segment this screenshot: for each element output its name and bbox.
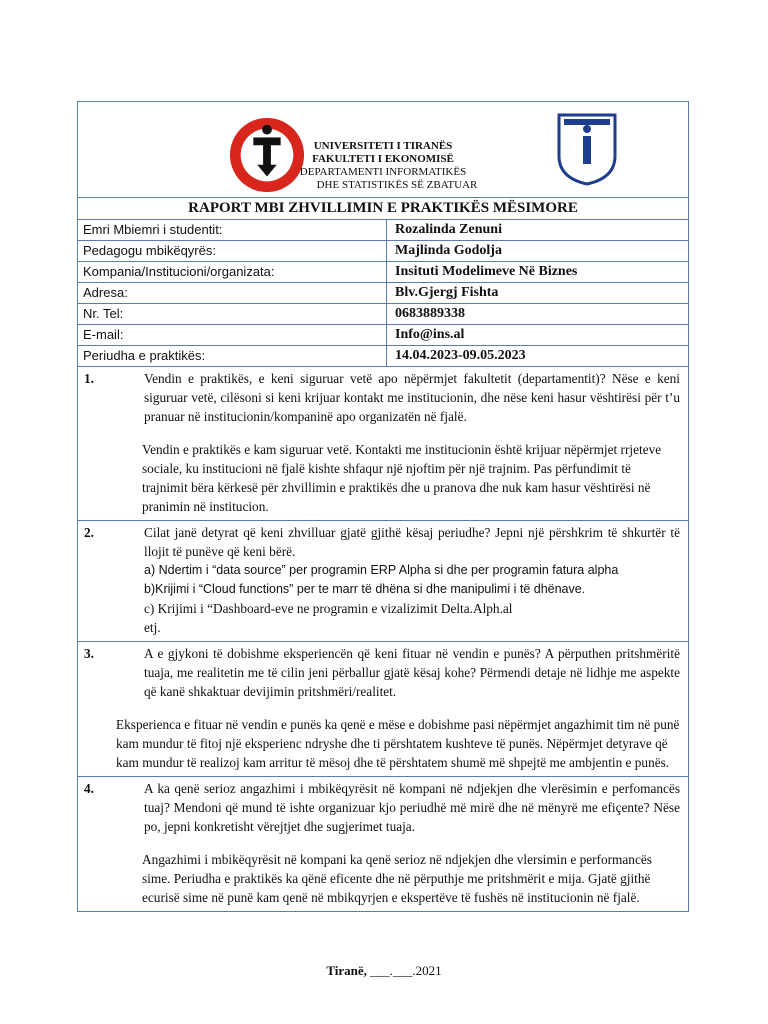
question-number: 1.	[84, 371, 94, 386]
department-line2: DHE STATISTIKËS SË ZBATUAR	[316, 179, 478, 191]
info-value: 14.04.2023-09.05.2023	[395, 348, 526, 363]
question-text: Cilat janë detyrat që keni zhvilluar gjatë gjithë kësaj periudhe? Jepni një përshkrim të shkurtër të llojit të punëve që keni bërë.	[144, 525, 680, 559]
university-name: UNIVERSITETI I TIRANËS	[313, 140, 453, 152]
info-row	[78, 304, 688, 325]
info-row	[78, 241, 688, 262]
answer-text: Angazhimi i mbikëqyrësit në kompani ka qenë serioz në ndjekjen dhe vlersimin e performancës sime. Periudha e praktikës ka qënë eficente dhe në përputhje me pritshmërit e mija. Gjatë gjithë ecurisë sime në punë kam qenë në mbikqyrjen e ekspertëve të fushës në institucionin në fjalë.	[142, 852, 652, 905]
info-row	[78, 325, 688, 346]
answer-text: Eksperienca e fituar në vendin e punës ka qenë e mëse e dobishme pasi nëpërmjet angazhimit tim në punë kam mundur të fitoj një eksperienc ndryshe dhe ti përshtatem kushteve të punës. Nëpërmjet detyrave që kam mundur të realizoj kam arritur të mësoj dhe të përshtatem shumë më shpejtë me ambjentin e punës.	[116, 717, 680, 770]
question-3	[78, 642, 688, 777]
info-value: Rozalinda Zenuni	[395, 222, 502, 237]
info-row	[78, 220, 688, 241]
task-item: a) Ndertim i “data source” per programin ERP Alpha si dhe per programin fatura alpha	[144, 563, 619, 577]
info-label: Kompania/Institucioni/organizata:	[78, 262, 387, 282]
department-line1: DEPARTAMENTI INFORMATIKËS	[299, 166, 467, 178]
question-text: A e gjykoni të dobishme eksperiencën që keni fituar në vendin e punës? A përputhen pritshmëritë tuaja, me realitetin me të cilin jeni përballur gjatë kësaj kohe? Përmendi detaje në lidhje me aspekte që kanë shkaktuar devijimin pritshmëri/realitet.	[144, 646, 680, 699]
report-form	[77, 101, 689, 912]
info-label: Adresa:	[78, 283, 387, 303]
faculty-logo-icon	[556, 112, 618, 186]
info-label: Emri Mbiemri i studentit:	[78, 220, 387, 240]
info-value: Blv.Gjergj Fishta	[395, 285, 499, 300]
info-value: Insituti Modelimeve Në Biznes	[395, 264, 578, 279]
question-2	[78, 521, 688, 642]
task-item: b)Krijimi i “Cloud functions” per te marr të dhëna si dhe manipulimi i të dhënave.	[144, 582, 586, 596]
info-row	[78, 346, 688, 367]
question-text: Vendin e praktikës, e keni siguruar vetë apo nëpërmjet fakultetit (departamentit)? Nëse e keni siguruar vetë, cilësoni si keni krijuar kontakt me institucionin, dhe nëse keni hasur vështirësi për t’u pranuar në institucionin/kompaninë apo organizatën në fjalë.	[144, 371, 680, 424]
form-header	[78, 102, 688, 198]
info-row	[78, 283, 688, 304]
task-item: c) Krijimi i “Dashboard-eve ne programin e vizalizimit Delta.Alph.al	[144, 601, 513, 616]
question-text: A ka qenë serioz angazhimi i mbikëqyrësit në kompani në ndjekjen dhe vlerësimin e perfomancës tuaj? Mendoni që mund të ishte organizuar kjo periudhë më mirë dhe në mënyrë me efiçente? Nëse po, jepni konkretisht vërejtjet dhe sugjerimet tuaja.	[144, 781, 680, 834]
signature-line	[0, 963, 768, 979]
question-number: 4.	[84, 781, 94, 796]
info-value: Majlinda Godolja	[395, 243, 502, 258]
info-label: Periudha e praktikës:	[78, 346, 387, 366]
info-row	[78, 262, 688, 283]
place-label: Tiranë,	[326, 963, 367, 978]
info-label: Nr. Tel:	[78, 304, 387, 324]
info-label: Pedagogu mbikëqyrës:	[78, 241, 387, 261]
question-4	[78, 777, 688, 911]
report-title: RAPORT MBI ZHVILLIMIN E PRAKTIKËS MËSIMORE	[78, 198, 688, 220]
task-item: etj.	[144, 620, 161, 635]
info-value: 0683889338	[395, 306, 465, 321]
question-number: 3.	[84, 646, 94, 661]
info-value: Info@ins.al	[395, 327, 465, 342]
date-blank: ___.___.2021	[370, 963, 442, 978]
info-label: E-mail:	[78, 325, 387, 345]
question-number: 2.	[84, 525, 94, 540]
question-1	[78, 367, 688, 521]
answer-text: Vendin e praktikës e kam siguruar vetë. Kontakti me institucionin është krijuar nëpërmjet rrjeteve sociale, ku institucioni në fjalë kishte shfaqur një njoftim për një trajnim. Pas përfundimit të trajnimit bëra kërkesë për zhvillimin e praktikës dhe u pranova dhe nuk kam hasur vështirësi në pranimin në institucion.	[142, 442, 662, 514]
faculty-name: FAKULTETI I EKONOMISË	[312, 153, 454, 165]
